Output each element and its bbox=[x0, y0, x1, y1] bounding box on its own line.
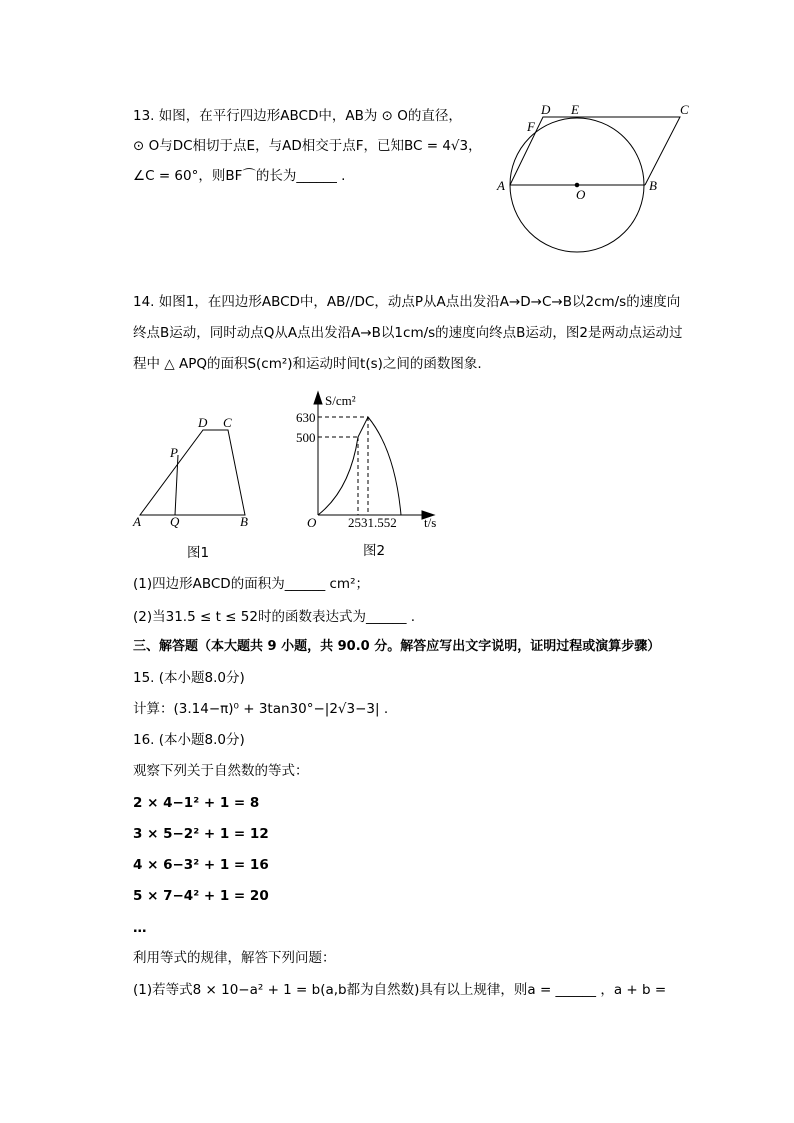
fig2-ylabel: S/cm² bbox=[325, 393, 356, 408]
fig1-label-a: A bbox=[133, 514, 141, 529]
q16-header: 16. (本小题8.0分) bbox=[133, 732, 245, 748]
fig2-xlabel: t/s bbox=[424, 515, 437, 530]
label-d: D bbox=[541, 102, 551, 117]
function-curve bbox=[318, 417, 401, 515]
parallelogram-sides bbox=[510, 117, 680, 185]
fig1-label-d: D bbox=[198, 415, 208, 430]
label-b: B bbox=[649, 178, 657, 193]
q14-sub2: (2)当31.5 ≤ t ≤ 52时的函数表达式为______ . bbox=[133, 609, 416, 625]
q16-ellipsis: … bbox=[133, 920, 147, 936]
fig1-caption: 图1 bbox=[187, 545, 210, 561]
label-o: O bbox=[576, 187, 586, 202]
q13-line-2: ⊙ O与DC相切于点E，与AD相交于点F，已知BC = 4√3， bbox=[133, 138, 482, 154]
label-e: E bbox=[571, 102, 579, 117]
q14-line-1: 14. 如图1，在四边形ABCD中，AB//DC，动点P从A点出发沿A→D→C→B以2cm/s的速度向 bbox=[133, 294, 681, 310]
y-axis-arrow bbox=[314, 392, 322, 404]
fig1-label-q: Q bbox=[170, 514, 180, 529]
fig1-label-p: P bbox=[170, 445, 178, 460]
q16-intro: 观察下列关于自然数的等式： bbox=[133, 763, 309, 779]
q14-line-2: 终点B运动，同时动点Q从A点出发沿A→B以1cm/s的速度向终点B运动，图2是两动点运动过 bbox=[133, 325, 683, 341]
label-f: F bbox=[527, 119, 535, 134]
q13-line-3: ∠C = 60°，则BF⌒的长为______ . bbox=[133, 168, 346, 184]
fig2-origin: O bbox=[307, 515, 317, 530]
segment-pq bbox=[175, 455, 178, 515]
q16-equation-4: 5 × 7−4² + 1 = 20 bbox=[133, 888, 269, 904]
q15-header: 15. (本小题8.0分) bbox=[133, 670, 245, 686]
label-c: C bbox=[680, 102, 689, 117]
q14-line-3: 程中 △ APQ的面积S(cm²)和运动时间t(s)之间的函数图象. bbox=[133, 356, 482, 372]
fig1-label-b: B bbox=[240, 514, 248, 529]
q16-sub1: (1)若等式8 × 10−a² + 1 = b(a,b都为自然数)具有以上规律，则a = ______ ，a + b = bbox=[133, 982, 667, 998]
fig2-caption: 图2 bbox=[363, 543, 386, 559]
q16-equation-3: 4 × 6−3² + 1 = 16 bbox=[133, 857, 269, 873]
fig2-xticks: 2531.552 bbox=[348, 515, 397, 530]
q15-body: 计算：(3.14−π)⁰ + 3tan30°−|2√3−3| . bbox=[133, 701, 389, 717]
fig2-ytick-630: 630 bbox=[296, 410, 316, 425]
fig1-quadrilateral bbox=[140, 430, 245, 515]
label-a: A bbox=[497, 178, 505, 193]
fig2-graph bbox=[314, 392, 434, 519]
q16-equation-2: 3 × 5−2² + 1 = 12 bbox=[133, 826, 269, 842]
fig1-label-c: C bbox=[223, 415, 232, 430]
q16-prompt: 利用等式的规律，解答下列问题： bbox=[133, 950, 336, 966]
section-3-heading: 三、解答题（本大题共 9 小题，共 90.0 分。解答应写出文字说明，证明过程或演算步骤） bbox=[133, 639, 661, 654]
fig2-ytick-500: 500 bbox=[296, 430, 316, 445]
q16-equation-1: 2 × 4−1² + 1 = 8 bbox=[133, 795, 260, 811]
q14-sub1: (1)四边形ABCD的面积为______ cm²； bbox=[133, 576, 369, 592]
q13-line-1: 13. 如图，在平行四边形ABCD中，AB为 ⊙ O的直径， bbox=[133, 108, 462, 124]
